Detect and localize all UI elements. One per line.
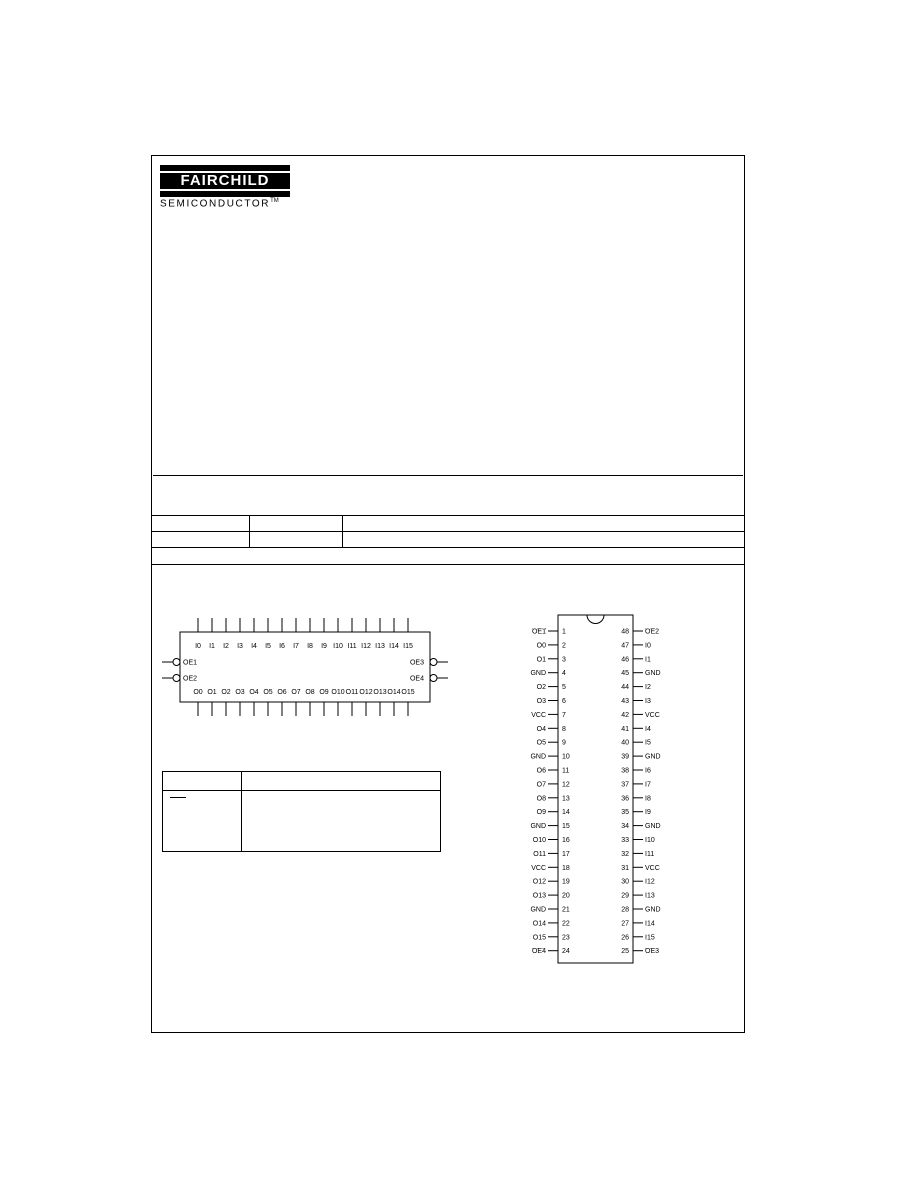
input-pin-label: I9 — [321, 643, 327, 650]
pin-name-label: O15 — [532, 934, 546, 942]
pin-name-label: O14 — [532, 920, 546, 928]
pin-number-label: 47 — [621, 642, 629, 650]
pin-number-label: 7 — [562, 711, 566, 719]
pin-name-label: GND — [645, 823, 661, 831]
pin-number-label: 43 — [621, 698, 629, 705]
section-divider — [153, 475, 743, 476]
inversion-bubble — [430, 675, 437, 682]
table-cell — [242, 791, 441, 852]
pin-number-label: 1 — [562, 628, 566, 636]
output-pin-label: O0 — [193, 689, 203, 696]
table-cell — [151, 532, 250, 548]
pin-name-label: I15 — [645, 934, 655, 942]
pin-number-label: 48 — [621, 628, 629, 636]
input-pin-label: I3 — [237, 643, 243, 650]
pin-number-label: 33 — [621, 837, 629, 844]
pin-name-label: GND — [645, 906, 661, 914]
table-cell — [343, 516, 746, 532]
pin-name-label: OE2 — [645, 628, 660, 636]
logic-symbol — [158, 610, 458, 730]
logic-top-pins — [195, 618, 413, 650]
pin-number-label: 34 — [621, 823, 629, 831]
table-header-cell — [242, 772, 441, 791]
pin-name-label: O5 — [536, 739, 546, 747]
pin-name-label: I14 — [645, 920, 655, 928]
output-pin-label: O4 — [249, 689, 259, 696]
pin-number-label: 42 — [621, 711, 629, 719]
pin-number-label: 21 — [562, 906, 570, 914]
output-pin-label: O8 — [305, 689, 315, 696]
table-row — [163, 791, 441, 852]
input-pin-label: I12 — [361, 643, 371, 650]
pin-name-label: OE3 — [645, 948, 660, 956]
pin-name-label: GND — [530, 906, 546, 914]
pin-number-label: 15 — [562, 823, 570, 831]
output-pin-label: O3 — [235, 689, 245, 696]
pin-name-label: I11 — [645, 850, 655, 858]
pin-name-label: I2 — [645, 684, 651, 692]
pin-number-label: 30 — [621, 878, 629, 886]
pin-name-label: I1 — [645, 656, 651, 664]
input-pin-label: I5 — [265, 643, 271, 650]
pin-name-label: O3 — [536, 698, 546, 705]
pin-name-label: VCC — [645, 711, 660, 719]
enable-pin-label: OE3 — [409, 659, 424, 667]
pin-number-label: 12 — [562, 781, 570, 789]
pin-name-label: O2 — [536, 684, 546, 692]
pin-number-label: 31 — [621, 864, 629, 872]
output-pin-label: O13 — [373, 689, 387, 696]
pin-name-label: I13 — [645, 892, 655, 900]
pin-number-label: 19 — [562, 878, 570, 886]
pin-name-label: VCC — [645, 864, 660, 872]
pin-name-label: I9 — [645, 809, 651, 817]
pin-name-label: I12 — [645, 878, 655, 886]
pin-number-label: 46 — [621, 656, 629, 664]
pin-name-label: OE4 — [531, 948, 546, 956]
pin-description-table — [162, 771, 441, 852]
pin-number-label: 28 — [621, 906, 629, 914]
overline-mark — [170, 797, 186, 798]
pin-name-label: O1 — [536, 656, 546, 664]
table-cell — [250, 532, 343, 548]
input-pin-label: I0 — [195, 643, 201, 650]
output-pin-label: O11 — [345, 689, 359, 696]
logo-bar-bottom — [160, 191, 290, 197]
input-pin-label: I8 — [307, 643, 313, 650]
pin-number-label: 5 — [562, 684, 566, 692]
pin-name-label: I5 — [645, 739, 651, 747]
pin-number-label: 13 — [562, 795, 570, 803]
pin-name-label: I4 — [645, 725, 651, 733]
enable-pin-label: OE2 — [183, 675, 198, 683]
pin-number-label: 37 — [621, 781, 629, 789]
enable-pin-label: OE4 — [409, 675, 424, 683]
pin-name-label: VCC — [531, 711, 546, 719]
table-cell — [151, 516, 250, 532]
pin-name-label: GND — [645, 753, 661, 761]
pin-number-label: 9 — [562, 739, 566, 747]
table-header-cell — [163, 772, 242, 791]
connection-diagram — [530, 610, 670, 970]
output-pin-label: O6 — [277, 689, 287, 696]
pin-name-label: O0 — [536, 642, 546, 650]
input-pin-label: I4 — [251, 643, 257, 650]
pin-number-label: 23 — [562, 934, 570, 942]
table-cell — [343, 532, 746, 548]
pin-name-label: O13 — [532, 892, 546, 900]
pin-number-label: 6 — [562, 698, 566, 705]
pin-number-label: 41 — [621, 725, 629, 733]
output-pin-label: O5 — [263, 689, 273, 696]
logo-word: FAIRCHILD — [160, 173, 290, 189]
pin-number-label: 32 — [621, 850, 629, 858]
input-pin-label: I2 — [223, 643, 229, 650]
logo-bar-top — [160, 165, 290, 171]
pin-number-label: 18 — [562, 864, 570, 872]
pin-name-label: O9 — [536, 809, 546, 817]
table-row — [151, 516, 745, 532]
package-notch — [587, 615, 604, 623]
logo-subtitle — [160, 198, 305, 209]
table-cell — [163, 791, 242, 852]
pin-name-label: I6 — [645, 767, 651, 775]
pin-name-label: GND — [530, 753, 546, 761]
logic-right-enables — [410, 659, 448, 683]
pin-name-label: GND — [645, 670, 661, 678]
pin-number-label: 4 — [562, 670, 566, 678]
output-pin-label: O14 — [387, 689, 401, 696]
output-pin-label: O2 — [221, 689, 231, 696]
logo-sub-text: SEMICONDUCTOR — [160, 198, 271, 210]
output-pin-label: O12 — [359, 689, 373, 696]
pin-number-label: 29 — [621, 892, 629, 900]
pin-name-label: O8 — [536, 795, 546, 803]
pin-name-label: O6 — [536, 767, 546, 775]
pin-number-label: 36 — [621, 795, 629, 803]
pin-name-label: I8 — [645, 795, 651, 803]
pin-number-label: 16 — [562, 837, 570, 844]
output-pin-label: O7 — [291, 689, 301, 696]
inversion-bubble — [173, 675, 180, 682]
pin-name-label: VCC — [531, 864, 546, 872]
pin-number-label: 39 — [621, 753, 629, 761]
pin-number-label: 8 — [562, 725, 566, 733]
inversion-bubble — [430, 659, 437, 666]
pin-number-label: 20 — [562, 892, 570, 900]
output-pin-label: O9 — [319, 689, 329, 696]
pin-number-label: 44 — [621, 684, 629, 692]
input-pin-label: I14 — [389, 643, 399, 650]
pin-name-label: O4 — [536, 725, 546, 733]
pin-name-label: O12 — [532, 878, 546, 886]
pin-number-label: 25 — [621, 948, 629, 956]
pin-name-label: I3 — [645, 698, 651, 705]
output-pin-label: O10 — [331, 689, 345, 696]
fairchild-logo — [160, 165, 305, 209]
pin-number-label: 3 — [562, 656, 566, 664]
table-row — [151, 532, 745, 548]
pin-number-label: 27 — [621, 920, 629, 928]
input-pin-label: I15 — [403, 643, 413, 650]
pin-name-label: I0 — [645, 642, 651, 650]
input-pin-label: I11 — [347, 643, 357, 650]
logo-tm: TM — [270, 198, 279, 204]
pin-number-label: 10 — [562, 753, 570, 761]
input-pin-label: I13 — [375, 643, 385, 650]
table-header-row — [163, 772, 441, 791]
input-pin-label: I1 — [209, 643, 215, 650]
input-pin-label: I7 — [293, 643, 299, 650]
table-cell — [250, 516, 343, 532]
ordering-code-table — [151, 515, 745, 548]
pin-number-label: 26 — [621, 934, 629, 942]
pin-number-label: 40 — [621, 739, 629, 747]
pin-name-label: GND — [530, 823, 546, 831]
connection-left-pins — [530, 629, 569, 956]
pin-number-label: 35 — [621, 809, 629, 817]
pin-number-label: 14 — [562, 809, 570, 817]
pin-name-label: GND — [530, 670, 546, 678]
pin-number-label: 38 — [621, 767, 629, 775]
inversion-bubble — [173, 659, 180, 666]
pin-number-label: 11 — [562, 767, 570, 775]
pin-name-label: OE1 — [531, 628, 546, 636]
pin-number-label: 45 — [621, 670, 629, 678]
output-pin-label: O1 — [207, 689, 217, 696]
pin-name-label: O11 — [533, 850, 546, 858]
input-pin-label: I6 — [279, 643, 285, 650]
pin-name-label: O7 — [536, 781, 546, 789]
pin-number-label: 22 — [562, 920, 570, 928]
enable-pin-label: OE1 — [183, 659, 198, 667]
pin-number-label: 17 — [562, 850, 570, 858]
input-pin-label: I10 — [333, 643, 343, 650]
pin-name-label: O10 — [532, 837, 546, 844]
pin-name-label: I7 — [645, 781, 651, 789]
pin-number-label: 2 — [562, 642, 566, 650]
connection-right-pins — [621, 629, 660, 956]
output-pin-label: O15 — [401, 689, 415, 696]
pin-name-label: I10 — [645, 837, 655, 844]
section-divider-2 — [151, 564, 745, 565]
pin-number-label: 24 — [562, 948, 570, 956]
